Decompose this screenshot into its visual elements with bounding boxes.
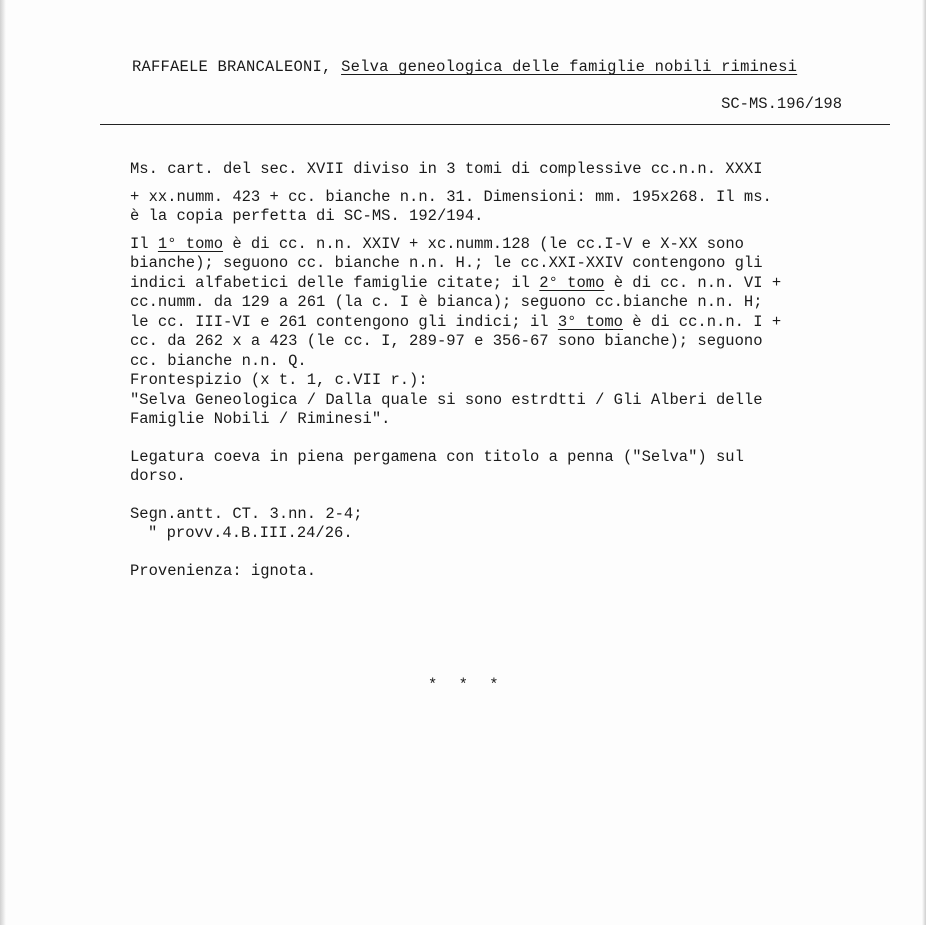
frontispiece-quote: "Selva Geneologica / Dalla quale si sono estrdtti / Gli Alberi delle bbox=[130, 390, 763, 409]
text-line: bianche); seguono cc. bianche n.n. H.; le cc.XXI-XXIV contengono gli bbox=[130, 254, 763, 272]
provenance bbox=[130, 562, 830, 582]
text-line: + xx.numm. 423 + cc. bianche n.n. 31. Dimensioni: mm. 195x268. Il ms. bbox=[130, 187, 772, 206]
physical-description bbox=[130, 160, 830, 227]
volumes-description bbox=[130, 235, 830, 430]
frontispiece-quote: Famiglie Nobili / Riminesi". bbox=[130, 410, 391, 428]
frontispiece-line: Frontespizio (x t. 1, c.VII r.): bbox=[130, 371, 428, 389]
text-line: Il 1° tomo è di cc. n.n. XXIV + xc.numm.128 (le cc.I-V e X-XX sono bbox=[130, 234, 744, 253]
volume-3-label: 3° tomo bbox=[557, 312, 623, 331]
text-line: cc.numm. da 129 a 261 (la c. I è bianca); seguono cc.bianche n.n. H; bbox=[130, 293, 763, 311]
shelfmark: SC-MS.196/198 bbox=[721, 95, 842, 113]
record-header bbox=[132, 58, 797, 76]
volume-1-label: 1° tomo bbox=[157, 234, 224, 253]
text-line: le cc. III-VI e 261 contengono gli indici; il 3° tomo è di cc.n.n. I + bbox=[130, 312, 782, 331]
page-edge-left bbox=[0, 0, 6, 925]
end-marker: * * * bbox=[428, 676, 505, 694]
work-title: Selva geneologica delle famiglie nobili riminesi bbox=[341, 58, 798, 76]
text-line: cc. da 262 x a 423 (le cc. I, 289-97 e 356-67 sono bianche); seguono bbox=[130, 332, 763, 350]
text-line: dorso. bbox=[130, 467, 186, 485]
text-line: Ms. cart. del sec. XVII diviso in 3 tomi di complessive cc.n.n. XXXI bbox=[130, 160, 763, 178]
author-name: RAFFAELE BRANCALEONI, bbox=[132, 58, 332, 76]
text-line: Segn.antt. CT. 3.nn. 2-4; bbox=[130, 504, 363, 523]
page-edge-right bbox=[922, 0, 926, 925]
volume-2-label: 2° tomo bbox=[539, 273, 605, 292]
record-body bbox=[130, 160, 830, 589]
header-rule bbox=[100, 124, 890, 125]
text-line: indici alfabetici delle famiglie citate; il 2° tomo è di cc. n.n. VI + bbox=[130, 273, 782, 292]
binding-description bbox=[130, 448, 830, 487]
text-line: " provv.4.B.III.24/26. bbox=[148, 524, 353, 542]
text-line: è la copia perfetta di SC-MS. 192/194. bbox=[130, 207, 484, 225]
text-line: Provenienza: ignota. bbox=[130, 561, 317, 580]
text-line: Legatura coeva in piena pergamena con titolo a penna ("Selva") sul bbox=[130, 447, 744, 466]
signatures bbox=[130, 505, 830, 544]
text-line: cc. bianche n.n. Q. bbox=[130, 351, 307, 370]
